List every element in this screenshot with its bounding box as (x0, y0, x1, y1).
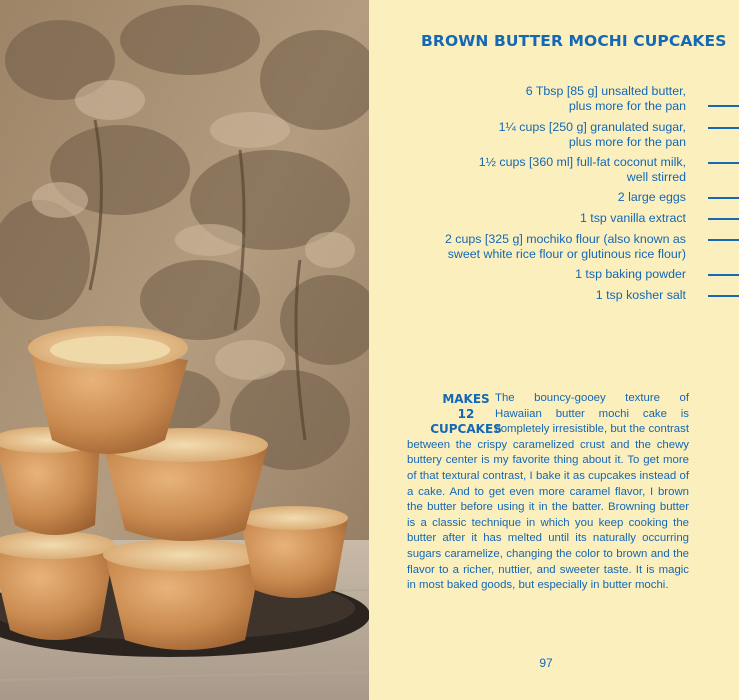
ingredient-item: 1 tsp vanilla extract (579, 211, 686, 225)
recipe-photo (0, 0, 369, 700)
page-number: 97 (539, 656, 553, 670)
ingredient-item: 2 cups [325 g] mochiko flour (also known as sweet white rice flour or glutinous rice flour) (444, 232, 686, 261)
ingredient-item: 1 tsp baking powder (575, 267, 686, 281)
ingredient-item: 6 Tbsp [85 g] unsalted butter, plus more for the pan (525, 84, 686, 113)
yield-label: MAKES 12 CUPCAKES (430, 392, 502, 436)
ingredient-rule (708, 162, 739, 164)
ingredient-rule (708, 295, 739, 297)
recipe-page (369, 0, 739, 700)
recipe-intro: The bouncy-gooey texture of Hawaiian butter mochi cake is completely irresistible, but the contrast between the crispy caramelized crust and the chewy buttery center is my favorite thing about it. To get more of that textural contrast, I bake it as cupcakes instead of a cake. And to get even more caramel flavor, I brown the butter before using it in the batter. Browning butter is a classic technique in which you keep cooking the butter after it has melted until its naturally occurring sugars caramelize, changing the color to brown and the flavor to a richer, nuttier, and sweeter taste. It is magic in most baked goods, but especially in butter mochi. (407, 392, 689, 592)
ingredient-item: 1¼ cups [250 g] granulated sugar, plus more for the pan (498, 120, 686, 149)
ingredient-rule (708, 218, 739, 220)
ingredient-rule (708, 239, 739, 241)
ingredient-item: 1 tsp kosher salt (595, 288, 686, 302)
ingredient-item: 2 large eggs (617, 190, 686, 204)
ingredient-item: 1½ cups [360 ml] full-fat coconut milk, well stirred (478, 155, 686, 184)
ingredient-rule (708, 127, 739, 129)
recipe-title: BROWN BUTTER MOCHI CUPCAKES (421, 32, 727, 50)
ingredient-rule (708, 105, 739, 107)
ingredient-rule (708, 274, 739, 276)
ingredient-rule (708, 197, 739, 199)
